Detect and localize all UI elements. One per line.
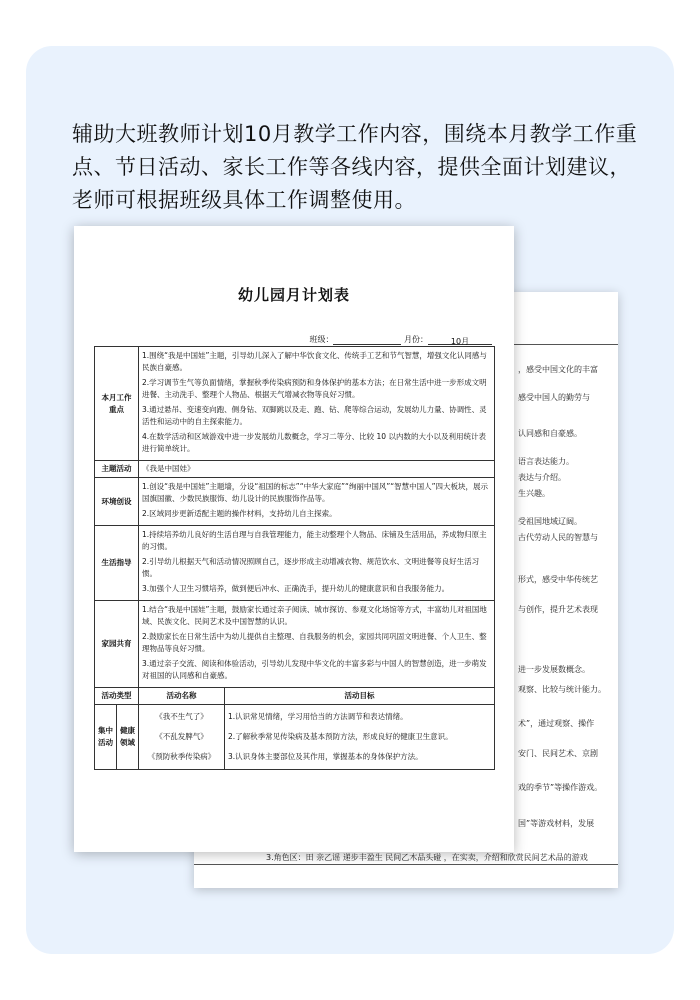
group-activity-label: 集中活动 (95, 705, 117, 770)
life-content (139, 526, 495, 601)
list-item: 4.在数学活动和区域游戏中进一步发展幼儿数概念，学习二等分、比较 10 以内数的大小以及利用统计表进行简单统计。 (142, 432, 486, 453)
class-month-row (309, 334, 492, 345)
activity-goal: 1.认识常见情绪，学习用恰当的方法调节和表达情绪。 (228, 712, 408, 721)
back-text-line: 古代劳动人民的智慧与 (518, 533, 598, 542)
back-text-line: 国”等游戏材料，发展 (518, 819, 595, 828)
activity-goal-header: 活动目标 (225, 688, 495, 705)
back-text-line: 3.角色区：田 亲乙谣 递步丰盈生 民间乙木品头碰 ，在实卖，介绍和欣赏民间艺术品的游戏 (266, 853, 588, 862)
table-row (95, 478, 495, 526)
family-label: 家园共育 (95, 601, 139, 688)
list-item: 2.学习调节生气等负面情绪，掌握秋季传染病预防和身体保护的基本方法；在日常生活中进一步形成文明进餐、主动洗手、整理个人物品、根据天气增减衣物等良好习惯。 (142, 378, 487, 399)
class-label: 班级： (309, 335, 334, 344)
back-text-line: 形式，感受中华传统艺 (518, 575, 598, 584)
back-text-line: 安门、民间艺术、京剧 (518, 749, 598, 758)
table-row (95, 601, 495, 688)
back-text-line: 进一步发展数概念。 (518, 665, 590, 674)
back-text-line: 认同感和自豪感。 (518, 429, 582, 438)
table-row (95, 461, 495, 478)
month-value: 10月 (428, 336, 492, 345)
activity-goal: 2.了解秋季常见传染病及基本预防方法，形成良好的健康卫生意识。 (228, 732, 453, 741)
activity-name-header: 活动名称 (139, 688, 225, 705)
back-text-line: 语言表达能力。 (518, 457, 574, 466)
activity-type-header: 活动类型 (95, 688, 139, 705)
table-row (95, 688, 495, 705)
table-row (95, 705, 495, 770)
back-text-line: 戏的季节”等操作游戏。 (518, 783, 603, 792)
back-text-line: ，感受中国文化的丰富 (518, 365, 598, 374)
activity-name: 《不乱发脾气》 (155, 732, 208, 741)
key-points-label: 本月工作重点 (95, 347, 139, 461)
activity-names (139, 705, 225, 770)
list-item: 1.持续培养幼儿良好的生活自理与自我管理能力，能主动整理个人物品、床铺及生活用品，养成物归原主的习惯。 (142, 530, 487, 551)
headline-text: 辅助大班教师计划10月教学工作内容，围绕本月教学工作重点、节日活动、家长工作等各线内容，提供全面计划建议，老师可根据班级具体工作调整使用。 (72, 122, 638, 212)
list-item: 1.结合“我是中国娃”主题，鼓励家长通过亲子阅读、城市探访、参观文化场馆等方式，丰富幼儿对祖国地域、民族文化、民间艺术及中国智慧的认识。 (142, 605, 487, 626)
back-text-line: 感受中国人的勤劳与 (518, 393, 590, 402)
list-item: 2.引导幼儿根据天气和活动情况照顾自己，逐步形成主动增减衣物、规范饮水、文明进餐等良好生活习惯。 (142, 557, 480, 578)
class-blank (333, 336, 401, 345)
back-text-line: 表达与介绍。 (518, 473, 566, 482)
back-text-line: 受祖国地域辽阔。 (518, 517, 582, 526)
family-content (139, 601, 495, 688)
back-text-line: 术”，通过观察、操作 (518, 719, 595, 728)
theme-value: 《我是中国娃》 (139, 461, 495, 478)
activity-goals (225, 705, 495, 770)
list-item: 3.加强个人卫生习惯培养，做到便后冲水、正确洗手，提升幼儿的健康意识和自我服务能力。 (142, 584, 450, 593)
theme-label: 主题活动 (95, 461, 139, 478)
back-text-line: 生兴趣。 (518, 489, 550, 498)
month-label: 月份： (404, 335, 428, 344)
list-item: 1.围绕“我是中国娃”主题，引导幼儿深入了解中华饮食文化、传统手工艺和节气智慧，增强文化认同感与民族自豪感。 (142, 351, 487, 372)
list-item: 2.鼓励家长在日常生活中为幼儿提供自主整理、自我服务的机会，家园共同巩固文明进餐、个人卫生、整理物品等良好习惯。 (142, 632, 487, 653)
list-item: 2.区域同步更新适配主题的操作材料，支持幼儿自主探索。 (142, 509, 337, 518)
table-row (95, 526, 495, 601)
list-item: 3.通过悬吊、变速变向跑、侧身钻、双脚跳以及走、跑、钻、爬等综合运动，发展幼儿力量、协调性、灵活性和运动中的自主探索能力。 (142, 405, 487, 426)
back-text-line: 与创作，提升艺术表现 (518, 605, 598, 614)
environment-content (139, 478, 495, 526)
table-row (95, 347, 495, 461)
document-title: 幼儿园月计划表 (237, 286, 350, 304)
activity-name: 《预防秋季传染病》 (147, 752, 216, 761)
plan-table (94, 346, 495, 770)
list-item: 3.通过亲子交流、阅读和体验活动，引导幼儿发现中华文化的丰富多彩与中国人的智慧创造，进一步萌发对祖国的认同感和自豪感。 (142, 659, 487, 680)
key-points-content (139, 347, 495, 461)
environment-label: 环境创设 (95, 478, 139, 526)
back-table-border (194, 864, 618, 865)
health-domain-label: 健康领域 (117, 705, 139, 770)
list-item: 1.创设“我是中国娃”主题墙，分设“祖国的标志”“中华大家庭”“绚丽中国风”“智慧中国人”四大板块，展示国旗国徽、少数民族服饰、幼儿设计的民族服饰作品等。 (142, 482, 489, 503)
activity-goal: 3.认识身体主要部位及其作用，掌握基本的身体保护方法。 (228, 752, 423, 761)
back-text-line: 观察、比较与统计能力。 (518, 685, 606, 694)
life-label: 生活指导 (95, 526, 139, 601)
activity-name: 《我不生气了》 (155, 712, 208, 721)
front-document-page (74, 226, 514, 852)
